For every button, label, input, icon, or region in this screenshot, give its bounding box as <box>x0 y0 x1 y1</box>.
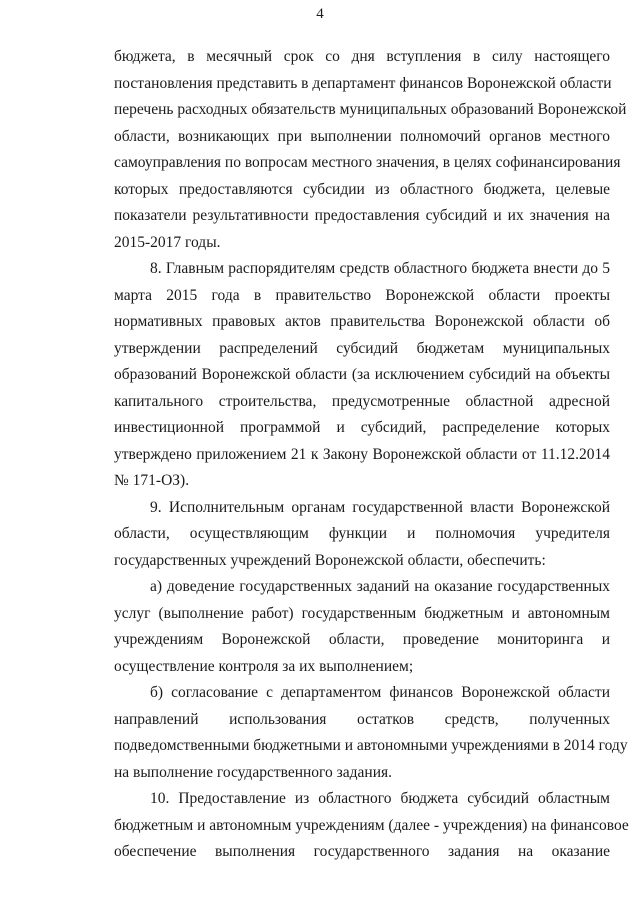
text-line: б) согласование с департаментом финансов Воронежской области <box>150 684 610 701</box>
text-line: постановления представить в департамент финансов Воронежской области <box>114 74 612 92</box>
text-line: показатели результативности предоставления субсидий и их значения на <box>114 207 610 224</box>
text-line: инвестиционной программой и субсидий, распределение которых <box>114 419 610 436</box>
text-line: а) доведение государственных заданий на оказание государственных <box>150 578 610 595</box>
text-line: бюджета, в месячный срок со дня вступления в силу настоящего <box>114 48 610 65</box>
text-line: области, возникающих при выполнении полномочий органов местного <box>114 127 610 145</box>
text-line: услуг (выполнение работ) государственным бюджетным и автономным <box>114 604 610 622</box>
text-line: на выполнение государственного задания. <box>114 763 393 781</box>
text-line: капитального строительства, предусмотренные областной адресной <box>114 392 610 410</box>
text-line: 9. Исполнительным органам государственной власти Воронежской <box>150 498 610 516</box>
page-number: 4 <box>316 6 324 22</box>
text-line: образований Воронежской области (за исключением субсидий на объекты <box>114 366 610 383</box>
text-line: бюджетным и автономным учреждениям (далее - учреждения) на финансовое <box>114 816 629 834</box>
text-line: подведомственными бюджетными и автономными учреждениями в 2014 году <box>114 737 628 754</box>
text-line: самоуправления по вопросам местного значения, в целях софинансирования <box>114 154 621 171</box>
text-line: 2015-2017 годы. <box>114 233 221 251</box>
text-line: 10. Предоставление из областного бюджета субсидий областным <box>150 790 610 807</box>
text-line: утверждено приложением 21 к Закону Воронежской области от 11.12.2014 <box>114 445 610 463</box>
text-line: № 171-ОЗ). <box>114 472 190 489</box>
text-line: перечень расходных обязательств муниципальных образований Воронежской <box>114 101 627 118</box>
text-line: утверждении распределений субсидий бюджетам муниципальных <box>114 339 610 357</box>
text-line: марта 2015 года в правительство Воронежской области проекты <box>114 286 610 304</box>
text-line: осуществление контроля за их выполнением; <box>114 657 414 675</box>
text-line: 8. Главным распорядителям средств областного бюджета внести до 5 <box>150 260 610 277</box>
text-line: учреждениям Воронежской области, проведение мониторинга и <box>114 631 610 648</box>
text-line: государственных учреждений Воронежской области, обеспечить: <box>114 551 546 569</box>
text-line: области, осуществляющим функции и полномочия учредителя <box>114 525 610 542</box>
text-line: которых предоставляются субсидии из областного бюджета, целевые <box>114 180 610 198</box>
text-line: нормативных правовых актов правительства Воронежской области об <box>114 313 610 330</box>
document-body <box>114 44 629 866</box>
text-line: обеспечение выполнения государственного задания на оказание <box>114 843 610 860</box>
text-line: направлений использования остатков средств, полученных <box>114 710 610 728</box>
